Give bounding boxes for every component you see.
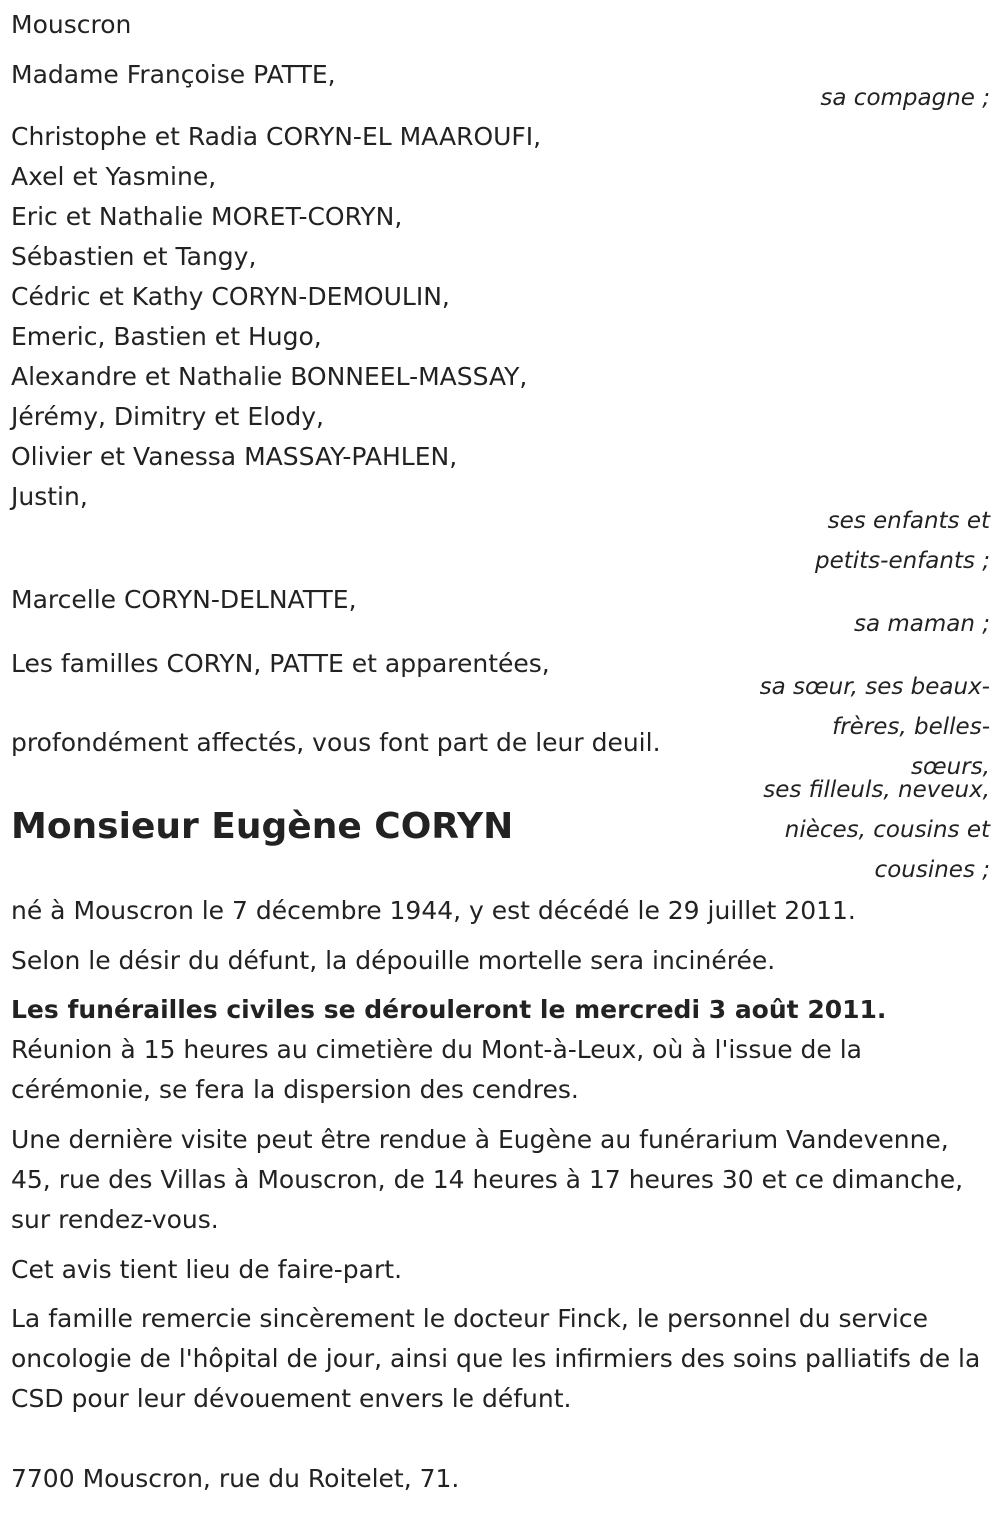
families-role: cousines ;: [874, 857, 990, 883]
families-role: ses filleuls, neveux,: [763, 777, 990, 803]
funeral-details: Réunion à 15 heures au cimetière du Mont-à-Leux, où à l'issue de la cérémonie, se fera la dispersion des cendres.: [11, 1035, 862, 1104]
families-role: frères, belles-: [832, 714, 990, 740]
thanks-paragraph: La famille remercie sincèrement le docteur Finck, le personnel du service oncologie de l'hôpital de jour, ainsi que les infirmiers des soins palliatifs de la CSD pour leur dévouement envers le défunt.: [11, 1304, 981, 1413]
city-heading: Mouscron: [11, 10, 132, 39]
visit-paragraph: Une dernière visite peut être rendue à Eugène au funérarium Vandevenne, 45, rue des Villas à Mouscron, de 14 heures à 17 heures 30 et ce dimanche, sur rendez-vous.: [11, 1125, 964, 1234]
notice-line: Cet avis tient lieu de faire-part.: [11, 1255, 403, 1284]
children-role: ses enfants et: [827, 508, 990, 534]
child-line: Eric et Nathalie MORET-CORYN,: [11, 202, 403, 231]
child-line: Emeric, Bastien et Hugo,: [11, 322, 322, 351]
child-line: Alexandre et Nathalie BONNEEL-MASSAY,: [11, 362, 528, 391]
child-line: Axel et Yasmine,: [11, 162, 217, 191]
partner-name: Madame Françoise PATTE,: [11, 60, 336, 89]
families-role: sa sœur, ses beaux-: [759, 674, 990, 700]
funeral-paragraph: [11, 990, 989, 1110]
children-role: petits-enfants ;: [814, 548, 990, 574]
child-line: Jérémy, Dimitry et Elody,: [11, 402, 325, 431]
families-role: nièces, cousins et: [784, 817, 990, 843]
child-line: Justin,: [11, 482, 88, 511]
announcement-line: profondément affectés, vous font part de leur deuil.: [11, 728, 661, 757]
cremation-line: Selon le désir du défunt, la dépouille mortelle sera incinérée.: [11, 946, 776, 975]
child-line: Sébastien et Tangy,: [11, 242, 257, 271]
address-line: 7700 Mouscron, rue du Roitelet, 71.: [11, 1464, 460, 1493]
partner-role: sa compagne ;: [820, 85, 990, 111]
child-line: Olivier et Vanessa MASSAY-PAHLEN,: [11, 442, 458, 471]
birth-death-line: né à Mouscron le 7 décembre 1944, y est décédé le 29 juillet 2011.: [11, 896, 856, 925]
families-line: Les familles CORYN, PATTE et apparentées,: [11, 649, 550, 678]
deceased-name: Monsieur Eugène CORYN: [11, 806, 514, 847]
mother-role: sa maman ;: [853, 611, 990, 637]
child-line: Cédric et Kathy CORYN-DEMOULIN,: [11, 282, 450, 311]
child-line: Christophe et Radia CORYN-EL MAAROUFI,: [11, 122, 542, 151]
funeral-date-bold: Les funérailles civiles se dérouleront le mercredi 3 août 2011.: [11, 995, 887, 1024]
families-role: sœurs,: [911, 754, 990, 780]
mother-name: Marcelle CORYN-DELNATTE,: [11, 585, 357, 614]
